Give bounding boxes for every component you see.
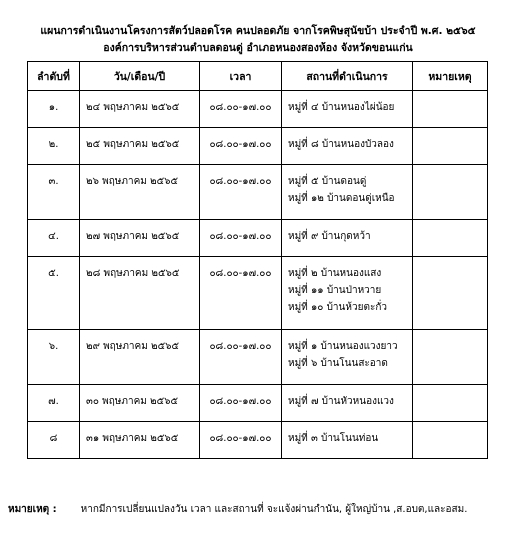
cell-date: [80, 128, 200, 165]
cell-time-text: ๐๘.๐๐-๑๗.๐๐: [209, 341, 272, 352]
remark-label: หมายเหตุ :: [8, 504, 57, 515]
cell-date: [80, 91, 200, 128]
cell-note: [413, 165, 488, 220]
schedule-table: [27, 61, 488, 459]
place-line: หมู่ที่ ๑ บ้านหนองแวงยาว: [288, 341, 398, 352]
cell-note-text: [413, 128, 487, 136]
cell-date-text: ๒๕ พฤษภาคม ๒๕๖๕: [86, 139, 180, 150]
cell-time: [200, 330, 282, 385]
cell-note-text: [413, 91, 487, 99]
cell-no-text: ๗.: [48, 396, 59, 407]
cell-place: [282, 220, 413, 257]
document-subtitle: องค์การบริหารส่วนตำบลดอนดู่ อำเภอหนองสองห้อง จังหวัดขอนแก่น: [103, 42, 413, 54]
cell-note: [413, 128, 488, 165]
cell-time: [200, 220, 282, 257]
document-title: แผนการดำเนินงานโครงการสัตว์ปลอดโรค คนปลอดภัย จากโรคพิษสุนัขบ้า ประจำปี พ.ศ. ๒๕๖๕: [40, 25, 476, 37]
cell-date-text: ๒๘ พฤษภาคม ๒๕๖๕: [86, 268, 180, 279]
cell-place: [282, 422, 413, 459]
table-row: [28, 385, 488, 422]
remark: [8, 502, 467, 517]
place-line: หมู่ที่ ๕ บ้านดอนดู่: [288, 176, 367, 187]
cell-no: [28, 220, 80, 257]
cell-no: [28, 91, 80, 128]
table-row: [28, 422, 488, 459]
cell-note-text: [413, 165, 487, 173]
cell-place: [282, 257, 413, 330]
cell-place: [282, 128, 413, 165]
cell-time: [200, 257, 282, 330]
cell-time-text: ๐๘.๐๐-๑๗.๐๐: [209, 102, 272, 113]
cell-note: [413, 91, 488, 128]
cell-date: [80, 220, 200, 257]
cell-note-text: [413, 422, 487, 430]
place-line: หมู่ที่ ๖ บ้านโนนสะอาด: [288, 358, 388, 369]
cell-date-text: ๒๗ พฤษภาคม ๒๕๖๕: [86, 231, 180, 242]
cell-place: [282, 165, 413, 220]
cell-time-text: ๐๘.๐๐-๑๗.๐๐: [209, 176, 272, 187]
cell-no: [28, 128, 80, 165]
cell-time: [200, 91, 282, 128]
cell-no: [28, 257, 80, 330]
cell-date: [80, 385, 200, 422]
header-no: ลำดับที่: [28, 62, 80, 91]
cell-time: [200, 165, 282, 220]
cell-note: [413, 257, 488, 330]
remark-text: หากมีการเปลี่ยนแปลงวัน เวลา และสถานที่ จะแจ้งผ่านกำนัน, ผู้ใหญ่บ้าน ,ส.อบต,และอสม.: [80, 504, 468, 515]
header-note: หมายเหตุ: [413, 62, 488, 91]
schedule-rows: [28, 91, 488, 459]
place-line: หมู่ที่ ๙ บ้านกุดหว้า: [288, 231, 371, 242]
table-row: [28, 91, 488, 128]
header-time: เวลา: [200, 62, 282, 91]
cell-no-text: ๔.: [48, 231, 59, 242]
cell-note: [413, 422, 488, 459]
cell-no-text: ๓.: [48, 176, 59, 187]
place-line: หมู่ที่ ๑๐ บ้านห้วยตะกั่ว: [288, 302, 387, 313]
cell-date-text: ๓๐ พฤษภาคม ๒๕๖๕: [86, 396, 179, 407]
place-line: หมู่ที่ ๓ บ้านโนนท่อน: [288, 433, 379, 444]
header-date: วัน/เดือน/ปี: [80, 62, 200, 91]
cell-note: [413, 330, 488, 385]
cell-time: [200, 422, 282, 459]
cell-note-text: [413, 257, 487, 265]
table-row: [28, 165, 488, 220]
cell-date-text: ๓๑ พฤษภาคม ๒๕๖๕: [86, 433, 179, 444]
cell-no-text: ๒.: [48, 139, 59, 150]
cell-time-text: ๐๘.๐๐-๑๗.๐๐: [209, 231, 272, 242]
table-row: [28, 220, 488, 257]
place-line: หมู่ที่ ๗ บ้านหัวหนองแวง: [288, 396, 394, 407]
cell-date-text: ๒๔ พฤษภาคม ๒๕๖๕: [86, 102, 180, 113]
cell-note: [413, 385, 488, 422]
cell-date-text: ๒๖ พฤษภาคม ๒๕๖๕: [86, 176, 179, 187]
cell-place: [282, 91, 413, 128]
place-line: หมู่ที่ ๑๒ บ้านดอนดู่เหนือ: [288, 193, 395, 204]
cell-note-text: [413, 220, 487, 228]
cell-date: [80, 330, 200, 385]
place-line: หมู่ที่ ๔ บ้านหนองไผ่น้อย: [288, 102, 395, 113]
table-row: [28, 330, 488, 385]
cell-no: [28, 165, 80, 220]
cell-note-text: [413, 330, 487, 338]
cell-time: [200, 128, 282, 165]
cell-time-text: ๐๘.๐๐-๑๗.๐๐: [209, 396, 272, 407]
cell-no: [28, 385, 80, 422]
cell-date: [80, 165, 200, 220]
cell-place: [282, 385, 413, 422]
cell-no: [28, 422, 80, 459]
cell-time-text: ๐๘.๐๐-๑๗.๐๐: [209, 268, 272, 279]
header-place: สถานที่ดำเนินการ: [282, 62, 413, 91]
cell-time-text: ๐๘.๐๐-๑๗.๐๐: [209, 433, 272, 444]
cell-no-text: ๕.: [48, 268, 59, 279]
cell-time-text: ๐๘.๐๐-๑๗.๐๐: [209, 139, 272, 150]
place-line: หมู่ที่ ๑๑ บ้านป่าหวาย: [288, 285, 382, 296]
cell-date: [80, 422, 200, 459]
cell-no-text: ๑.: [48, 102, 59, 113]
table-row: [28, 257, 488, 330]
cell-date: [80, 257, 200, 330]
place-line: หมู่ที่ ๘ บ้านหนองบัวลอง: [288, 139, 394, 150]
cell-no-text: ๖.: [48, 341, 59, 352]
cell-date-text: ๒๙ พฤษภาคม ๒๕๖๕: [86, 341, 180, 352]
cell-no: [28, 330, 80, 385]
table-header-row: [28, 62, 488, 91]
table-row: [28, 128, 488, 165]
cell-note-text: [413, 385, 487, 393]
cell-place: [282, 330, 413, 385]
cell-note: [413, 220, 488, 257]
cell-time: [200, 385, 282, 422]
cell-no-text: ๘: [49, 433, 58, 444]
place-line: หมู่ที่ ๒ บ้านหนองแสง: [288, 268, 382, 279]
